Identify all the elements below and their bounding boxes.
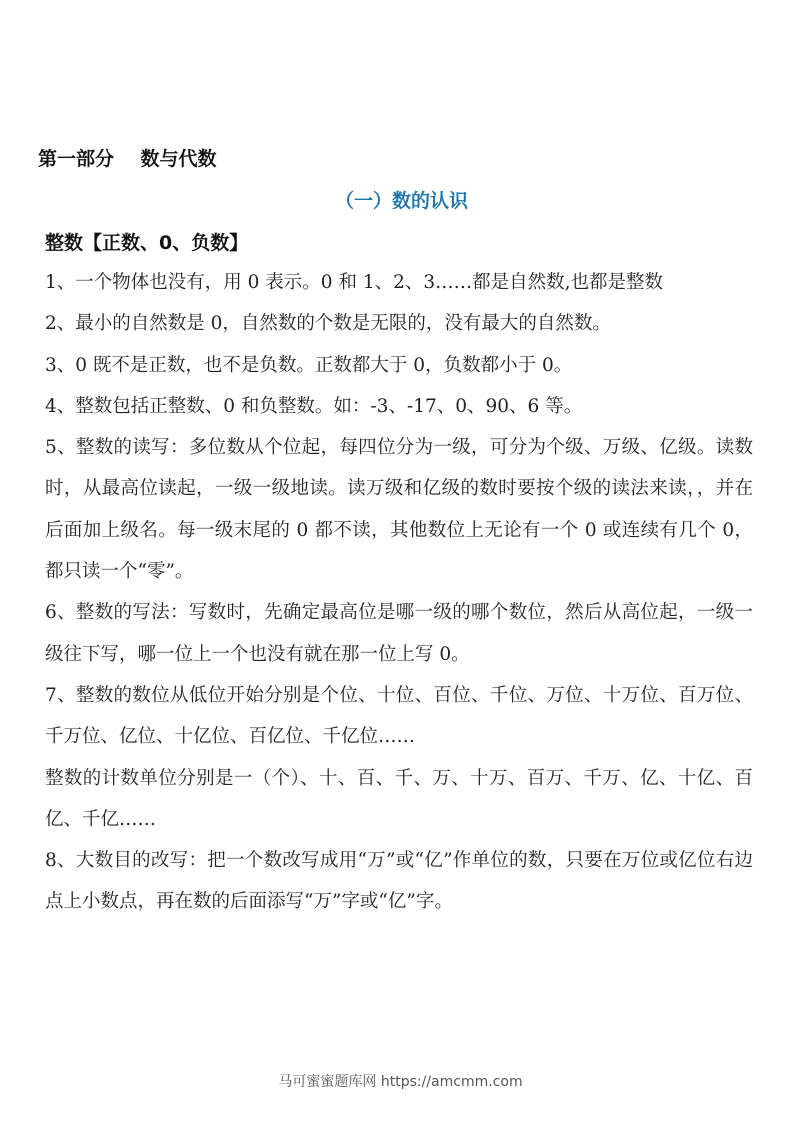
part-title: 第一部分 数与代数 [38, 148, 217, 170]
subsection-title: 整数【正数、0、负数】 [45, 232, 249, 254]
paragraph-3: 3、0 既不是正数，也不是负数。正数都大于 0，负数都小于 0。 [45, 354, 573, 376]
paragraph-7: 7、整数的数位从低位开始分别是个位、十位、百位、千位、万位、十万位、百万位、千万位、亿位、十亿位、百亿位、千亿位…… [45, 684, 753, 748]
footer-watermark: 马可蜜蜜题库网 https://amcmm.com [278, 1074, 523, 1090]
paragraph-2: 2、最小的自然数是 0，自然数的个数是无限的，没有最大的自然数。 [45, 313, 611, 335]
paragraph-5: 5、整数的读写：多位数从个位起，每四位分为一级，可分为个级、万级、亿级。读数时，从最高位读起，一级一级地读。读万级和亿级的数时要按个级的读法来读，，并在后面加上级名。每一级末尾的 0 都不读，其他数位上无论有一个 0 或连续有几个 0，都只读一个“零”。 [45, 437, 753, 583]
paragraph-7-units: 整数的计数单位分别是一（个）、十、百、千、万、十万、百万、千万、亿、十亿、百亿、千亿…… [45, 767, 753, 830]
body-text [45, 262, 753, 923]
paragraph-1: 1、一个物体也没有，用 0 表示。0 和 1、2、3……都是自然数,也都是整数 [45, 272, 664, 293]
paragraph-6: 6、整数的写法：写数时，先确定最高位是哪一级的哪个数位，然后从高位起，一级一级往下写，哪一位上一个也没有就在那一位上写 0。 [45, 602, 753, 665]
paragraph-4: 4、整数包括正整数、0 和负整数。如：-3、-17、0、90、6 等。 [45, 395, 583, 417]
paragraph-8: 8、大数目的改写：把一个数改写成用“万”或“亿”作单位的数，只要在万位或亿位右边点上小数点，再在数的后面添写“万”字或“亿”字。 [45, 850, 753, 913]
section-title: （一）数的认识 [334, 190, 468, 212]
